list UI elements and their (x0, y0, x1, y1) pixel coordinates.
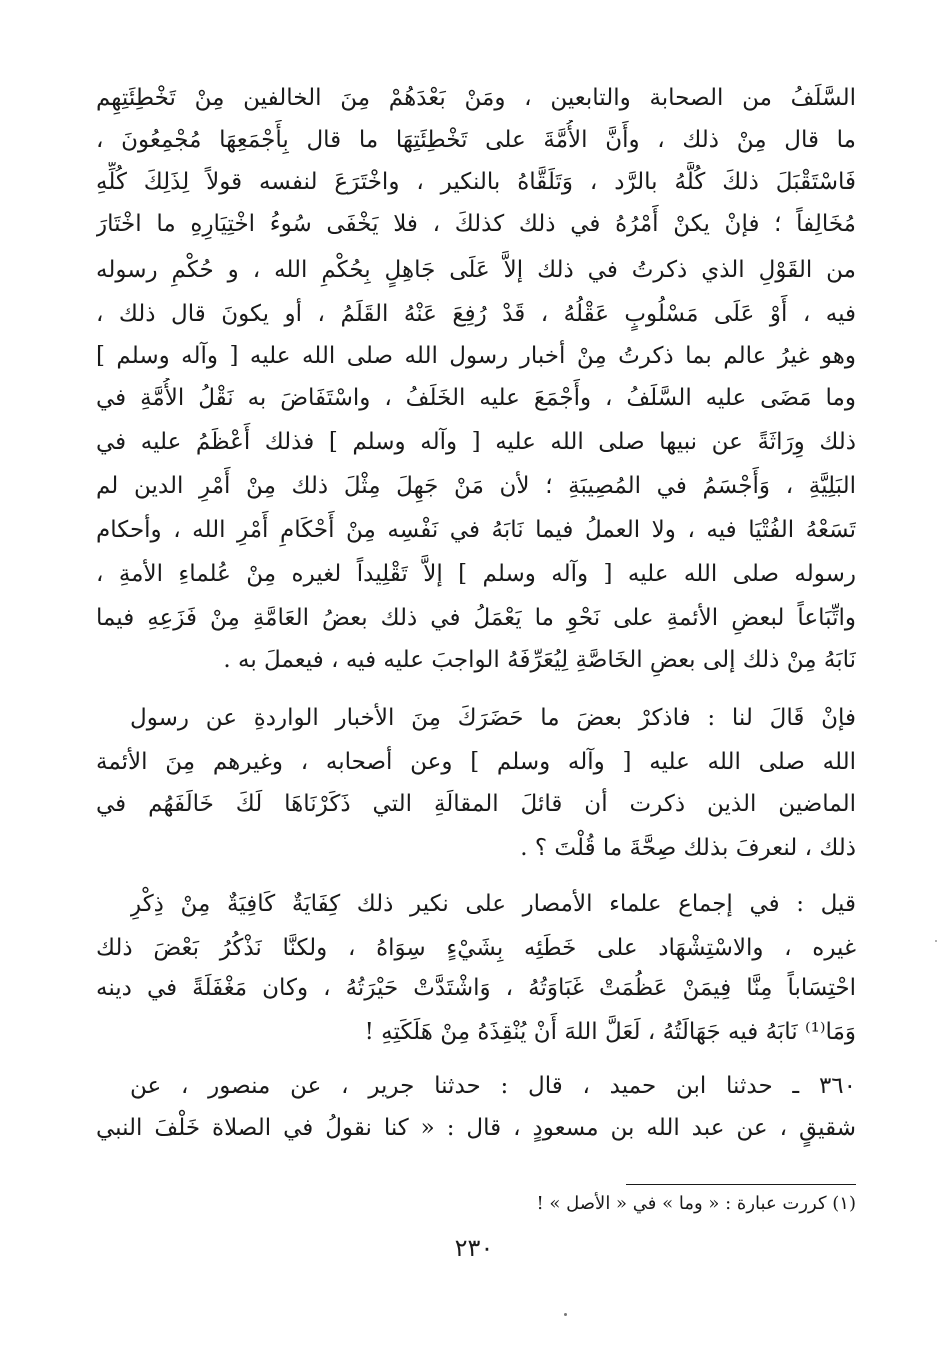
footnote-rule (626, 1184, 856, 1185)
text-line: وَمَا⁽¹⁾ نَابَهُ فيه جَهَالَتُهُ ، لَعَلَّ اللهَ أَنْ يُنْقِذَهُ مِنْ هَلَكَتِهِ ! (364, 1019, 856, 1045)
scan-speck (564, 1313, 567, 1316)
text-line: الماضين الذين ذكرت أن قائلَ المقالَةِ التي ذَكَرْنَاهَا لَكَ خَالَفَهُم في (96, 791, 856, 817)
text-line: احْتِسَاباً مِنَّا فِيمَنْ عَظُمَتْ غَبَاوَتُهُ ، وَاشْتَدَّتْ حَيْرَتُهُ ، وكان مَغْفَلَةً في دينه (96, 975, 856, 1001)
scan-speck (935, 940, 937, 942)
page-number: ٢٣٠ (454, 1234, 494, 1262)
text-line: تَسَعْهُ الفُتْيَا فيه ، ولا العملُ فيما نَابَهُ في نَفْسِه مِنْ أَحْكَامِ أَمْرِ الله ، وأحكام (96, 517, 856, 543)
text-line: وهو غيرُ عالم بما ذكرتُ مِنْ أخبار رسول الله صلى الله عليه [ وآله وسلم ] (96, 343, 856, 369)
text-line: رسوله صلى الله عليه [ وآله وسلم ] إلاَّ تَقْلِيداً لغيره مِنْ عُلماءِ الأمةِ ، (96, 561, 856, 587)
text-line: السَّلَفُ من الصحابة والتابعين ، ومَنْ بَعْدَهُمْ مِنَ الخالفين مِنْ تَخْطِئَتِهِم (96, 85, 856, 111)
text-line: الله صلى الله عليه [ وآله وسلم ] وعن أصحابه ، وغيرهم مِنَ الأئمة (96, 749, 856, 775)
text-line: نَابَهُ مِنْ ذلك إلى بعضِ الخَاصَّةِ لِيُعَرِّفَهُ الواجبَ عليه فيه ، فيعملَ به . (223, 647, 856, 673)
text-line: ذلك ، لنعرفَ بذلك صِحَّةَ ما قُلْتَ ؟ . (520, 835, 856, 861)
text-line: شقيقٍ ، عن عبد الله بن مسعودٍ ، قال : « كنا نقولُ في الصلاة خَلْفَ النبي (96, 1115, 856, 1141)
text-line: غيره ، والاسْتِشْهَاد على خَطَئِه بِشَيْءٍ سِوَاهُ ، ولكنَّا نَذْكُرُ بَعْضَ ذلك (96, 935, 856, 961)
text-line: البَلِيَّةِ ، وَأَجْسَمُ في المُصِيبَةِ ؛ لأن مَنْ جَهِلَ مِثْلَ ذلك مِنْ أَمْرِ الدين لم (96, 473, 856, 499)
text-line: فيه ، أَوْ عَلَى مَسْلُوبٍ عَقْلُهُ ، قَدْ رُفِعَ عَنْهُ القَلَمُ ، أو يكونَ قال ذلك ، (96, 301, 856, 327)
text-line: وما مَضَى عليه السَّلَفُ ، وأَجْمَعَ عليه الخَلَفُ ، واسْتَفَاضَ به نَقْلُ الأُمَّةِ في (96, 385, 856, 411)
text-line: واتِّبَاعاً لبعضِ الأئمةِ على نَحْوِ ما يَعْمَلُ في ذلك بعضُ العَامَّةِ مِنْ فَزَعِهِ فيما (96, 605, 856, 631)
text-line: قيل : في إجماع علماء الأمصار على نكير ذلك كِفَايَةٌ كَافِيَةٌ مِنْ ذِكْرِ (130, 891, 856, 917)
text-line: مُخَالِفاً ؛ فإنْ يكنْ أَمْرُهُ في ذلك كذلكَ ، فلا يَخْفَى سُوءُ اخْتِيَارِهِ ما اخْتَارَ (96, 211, 856, 237)
footnote: (١) كررت عبارة : « وما » في « الأصل » ! (536, 1193, 856, 1214)
page-body (96, 78, 856, 1278)
text-line: ما قال مِنْ ذلك ، وأَنَّ الأُمَّةَ على تَخْطِئَتِهَا ما قال بِأَجْمَعِهَا مُجْمِعُونَ ، (96, 127, 856, 153)
text-line: من القَوْلِ الذي ذكرتُ في ذلك إلاَّ عَلَى جَاهِلٍ بِحُكْمِ الله ، و حُكْمِ رسوله (96, 257, 856, 283)
text-line: ٣٦٠ ـ حدثنا ابن حميد ، قال : حدثنا جرير ، عن منصور ، عن (130, 1073, 856, 1099)
text-line: فإنْ قَالَ لنا : فاذكرْ بعضَ ما حَضَرَكَ مِنَ الأخبار الواردةِ عن رسول (130, 705, 856, 731)
text-line: فَاسْتَقْبَلَ ذلكَ كُلَّهُ بالرَّد ، وَتَلَقَّاهُ بالنكير ، واخْتَرَعَ لنفسه قولاً لِذَلِكَ كُلِّهِ (96, 169, 856, 195)
text-line: ذلك وِرَاثَةً عن نبيها صلى الله عليه [ وآله وسلم ] فذلك أَعْظَمُ عليه في (96, 429, 856, 455)
